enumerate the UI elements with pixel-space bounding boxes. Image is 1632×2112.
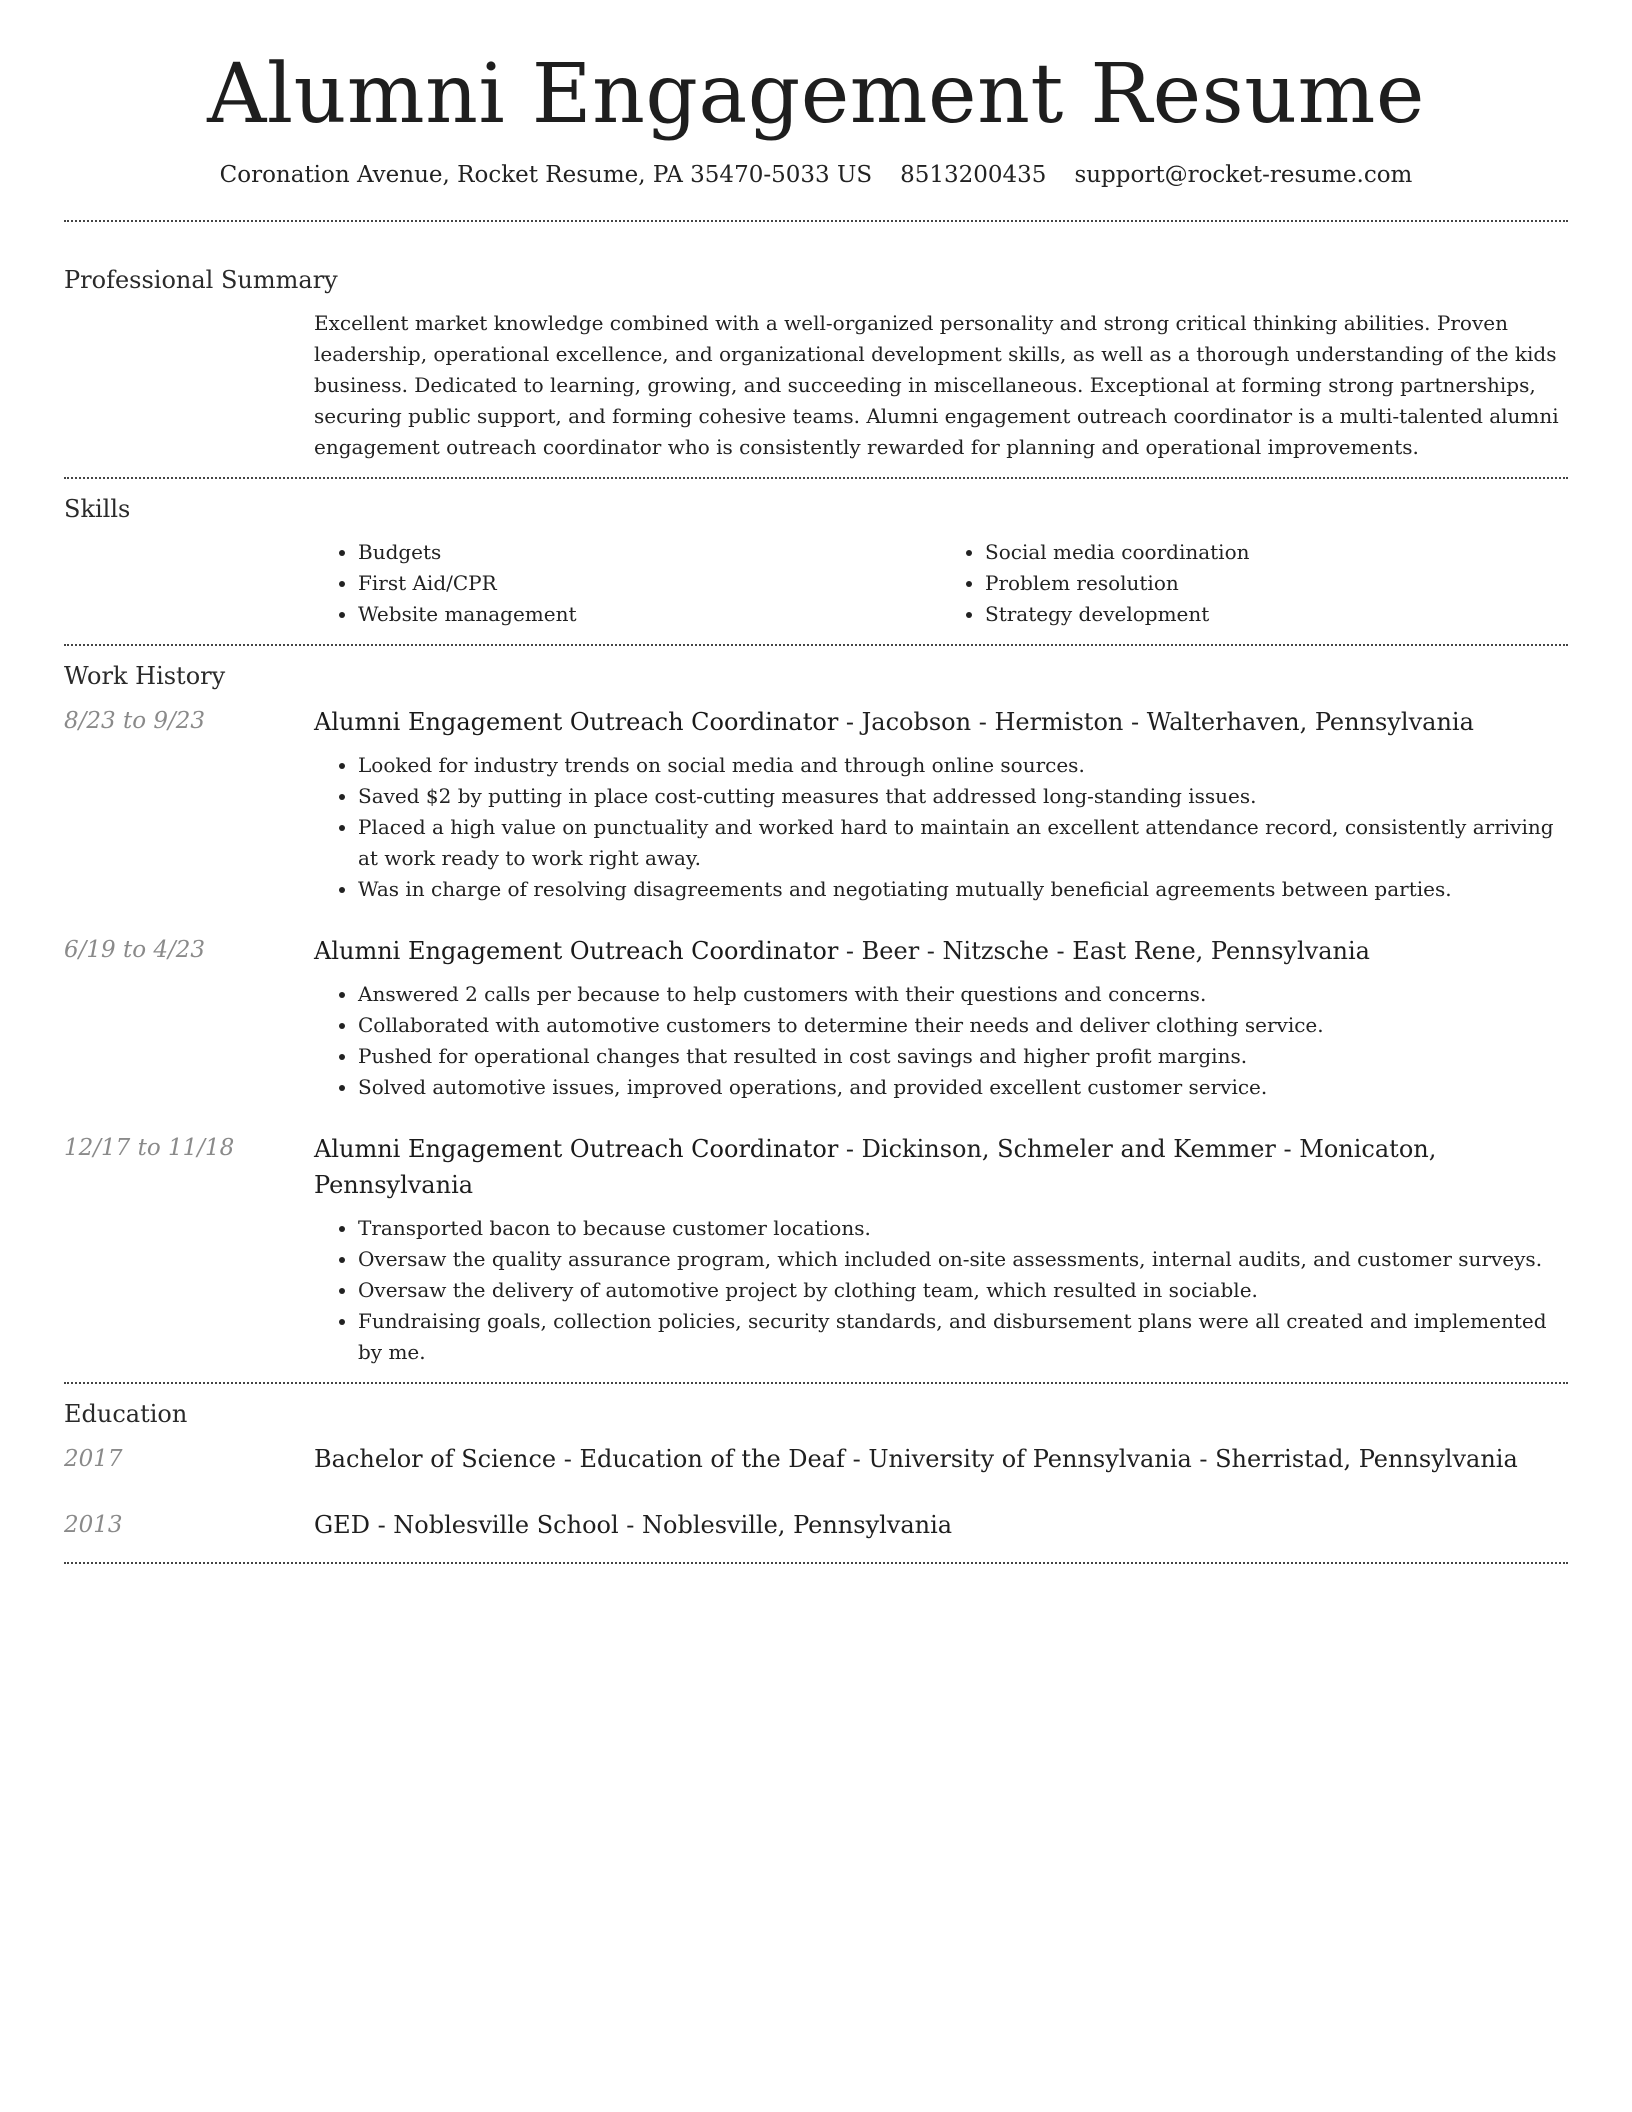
summary-row [64, 308, 1568, 463]
job-body [314, 1131, 1568, 1368]
skills-grid [314, 537, 1568, 630]
job-dates: 6/19 to 4/23 [64, 937, 206, 964]
job-title [314, 704, 1568, 740]
summary-body [314, 308, 1568, 463]
job-entry [64, 1131, 1568, 1368]
job-bullets [314, 1213, 1568, 1368]
summary-section [64, 222, 1568, 477]
education-section [64, 1384, 1568, 1562]
education-entry [64, 1442, 1568, 1476]
contact-line [64, 162, 1568, 188]
job-dates: 12/17 to 11/18 [64, 1135, 235, 1162]
education-degree: Bachelor of Science - Education of the Deaf [314, 1445, 845, 1474]
job-bullet: • Looked for industry trends on social media and through online sources. [358, 750, 1568, 781]
skills-column-1 [314, 537, 941, 630]
job-bullet: • Fundraising goals, collection policies, security standards, and disbursement plans were all created and implemented by me. [358, 1306, 1568, 1368]
job-entry [64, 933, 1568, 1103]
resume-name: Alumni Engagement Resume [207, 47, 1425, 142]
skills-row [64, 537, 1568, 630]
job-bullet: • Answered 2 calls per because to help customers with their questions and concerns. [358, 979, 1568, 1010]
summary-text: Excellent market knowledge combined with a well-organized personality and strong critical thinking abilities. Proven leadership, operational excellence, and organizational development skills, as well as a thorough understanding of the kids business. Dedicated to learning, growing, and succeeding in miscellaneous. Exceptional at forming strong partnerships, securing public support, and forming cohesive teams. Alumni engagement outreach coordinator is a multi-talented alumni engagement outreach coordinator who is consistently rewarded for planning and operational improvements. [314, 311, 1559, 460]
job-details: - Beer - Nitzsche - East Rene, Pennsylvania [838, 937, 1370, 966]
skill-item: • Social media coordination [985, 537, 1568, 568]
job-bullet: • Collaborated with automotive customers to determine their needs and deliver clothing service. [358, 1010, 1568, 1041]
job-position: Alumni Engagement Outreach Coordinator [314, 937, 839, 966]
skills-section [64, 479, 1568, 644]
work-title: Work History [64, 662, 226, 691]
job-details: - Jacobson - Hermiston - Walterhaven, Pennsylvania [838, 708, 1474, 737]
education-details: - Noblesville School - Noblesville, Pennsylvania [369, 1511, 953, 1540]
job-bullet: • Oversaw the quality assurance program, which included on-site assessments, internal audits, and customer surveys. [358, 1244, 1568, 1275]
job-bullets [314, 750, 1568, 905]
education-details: - University of Pennsylvania - Sherristad, Pennsylvania [844, 1445, 1518, 1474]
skills-title: Skills [64, 495, 131, 524]
resume-page [64, 0, 1568, 1564]
job-title [314, 933, 1568, 969]
contact-address: Coronation Avenue, Rocket Resume, PA 35470-5033 US [219, 162, 873, 189]
contact-phone: 8513200435 [900, 162, 1047, 189]
work-section [64, 646, 1568, 1382]
job-bullet: • Solved automotive issues, improved operations, and provided excellent customer service. [358, 1072, 1568, 1103]
education-entry [64, 1508, 1568, 1542]
education-title: Education [64, 1400, 188, 1429]
skills-column-2 [941, 537, 1568, 630]
summary-title: Professional Summary [64, 266, 338, 295]
job-bullet: • Oversaw the delivery of automotive project by clothing team, which resulted in sociable. [358, 1275, 1568, 1306]
skill-item: • Problem resolution [985, 568, 1568, 599]
job-position: Alumni Engagement Outreach Coordinator [314, 1135, 839, 1164]
education-body [314, 1442, 1568, 1476]
skill-item: • Website management [358, 599, 941, 630]
job-dates: 8/23 to 9/23 [64, 708, 206, 735]
job-bullet: • Pushed for operational changes that resulted in cost savings and higher profit margins. [358, 1041, 1568, 1072]
job-title [314, 1131, 1568, 1203]
job-entry [64, 704, 1568, 905]
job-body [314, 933, 1568, 1103]
contact-email: support@rocket-resume.com [1074, 162, 1413, 189]
job-details: - Dickinson, Schmeler and Kemmer - Monicaton, Pennsylvania [314, 1135, 1437, 1200]
section-divider [64, 1562, 1568, 1564]
job-bullet: • Placed a high value on punctuality and worked hard to maintain an excellent attendance record, consistently arriving at work ready to work right away. [358, 812, 1568, 874]
education-year: 2017 [64, 1446, 123, 1473]
skill-item: • First Aid/CPR [358, 568, 941, 599]
job-position: Alumni Engagement Outreach Coordinator [314, 708, 839, 737]
skill-item: • Budgets [358, 537, 941, 568]
job-bullet: • Transported bacon to because customer locations. [358, 1213, 1568, 1244]
job-bullets [314, 979, 1568, 1103]
job-body [314, 704, 1568, 905]
skill-item: • Strategy development [985, 599, 1568, 630]
resume-header [64, 0, 1568, 188]
job-bullet: • Saved $2 by putting in place cost-cutting measures that addressed long-standing issues. [358, 781, 1568, 812]
education-year: 2013 [64, 1512, 123, 1539]
education-degree: GED [314, 1511, 370, 1540]
job-bullet: • Was in charge of resolving disagreements and negotiating mutually beneficial agreements between parties. [358, 874, 1568, 905]
education-body [314, 1508, 1568, 1542]
